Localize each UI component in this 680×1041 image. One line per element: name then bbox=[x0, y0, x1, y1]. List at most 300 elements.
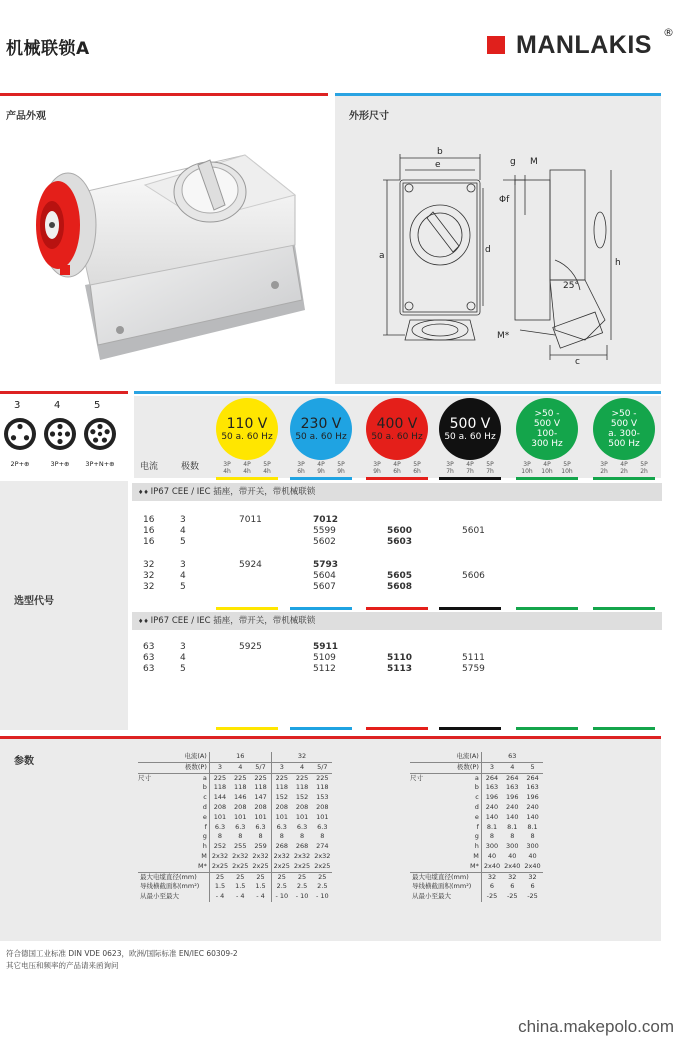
poles-value: 4 bbox=[292, 762, 312, 773]
dimension-value: 8.1 bbox=[481, 823, 502, 833]
current-header: 电流 bbox=[140, 462, 159, 472]
voltage-badge bbox=[216, 398, 278, 460]
dimension-value: 208 bbox=[295, 802, 309, 811]
voltage-color-bar bbox=[366, 607, 428, 610]
pole-count: 5P bbox=[640, 461, 648, 468]
voltage-color-bar bbox=[593, 607, 655, 610]
dimension-value: 208 bbox=[209, 803, 230, 813]
voltage-badge bbox=[366, 398, 428, 460]
pole-count: 3P bbox=[373, 461, 381, 468]
pole-count: 3P bbox=[523, 461, 531, 468]
dimension-value: 196 bbox=[506, 793, 519, 802]
current-header: 电流(A) bbox=[184, 752, 207, 760]
pole-count: 4P bbox=[620, 461, 628, 468]
dimension-value: 225 bbox=[209, 773, 230, 783]
dim-g: g bbox=[510, 157, 516, 167]
voltage-frequency: 50 a. 60 Hz bbox=[444, 431, 496, 442]
dimension-value: 300 bbox=[526, 842, 539, 851]
spec-value: 1.5 bbox=[255, 882, 266, 891]
voltage-color-bar bbox=[439, 727, 501, 730]
dimension-value: 264 bbox=[502, 773, 522, 783]
pin-hour-label bbox=[540, 461, 554, 475]
current-value: 32 bbox=[143, 582, 155, 592]
dimension-value: 101 bbox=[271, 813, 292, 823]
dimension-value: 2x25 bbox=[209, 862, 230, 872]
spec-value: - 10 bbox=[295, 892, 309, 901]
order-code: 5604 bbox=[313, 571, 336, 581]
params-label: 参数 bbox=[14, 756, 34, 767]
dimension-value: 274 bbox=[316, 842, 329, 851]
voltage-value: >50 - bbox=[534, 409, 560, 419]
spec-value: 6 bbox=[530, 882, 535, 891]
earth-position: 6h bbox=[297, 468, 305, 475]
order-code: 5599 bbox=[313, 526, 336, 536]
dimension-value: 118 bbox=[234, 783, 247, 792]
pole-count: 4P bbox=[543, 461, 551, 468]
poles-value: 4 bbox=[180, 571, 186, 581]
dimension-value: 6.3 bbox=[271, 823, 292, 833]
spec-value: 1.5 bbox=[235, 882, 246, 891]
order-code: 5606 bbox=[462, 571, 485, 581]
appearance-label: 产品外观 bbox=[6, 111, 46, 122]
dimension-value: 6.3 bbox=[255, 822, 266, 831]
dimension-value: 140 bbox=[526, 812, 539, 821]
dimension-value: 146 bbox=[234, 793, 247, 802]
pin-diagrams bbox=[0, 396, 128, 478]
poles-value: 5 bbox=[180, 537, 186, 547]
earth-position: 7h bbox=[466, 468, 474, 475]
voltage-color-bar bbox=[593, 727, 655, 730]
dimension-value: 8.1 bbox=[507, 822, 518, 831]
earth-position: 7h bbox=[486, 468, 494, 475]
voltage-value: >50 - bbox=[611, 409, 637, 419]
dimension-value: 264 bbox=[481, 773, 502, 783]
dimension-value: 264 bbox=[522, 773, 542, 783]
order-code: 5608 bbox=[387, 582, 413, 592]
dimension-value: 8 bbox=[238, 832, 243, 841]
spec-label: 从最小至最大 bbox=[140, 892, 179, 901]
size-label: 尺寸 bbox=[410, 773, 423, 782]
earth-position: 10h bbox=[541, 468, 553, 475]
voltage-badge bbox=[439, 398, 501, 460]
pole-count: 5P bbox=[413, 461, 421, 468]
dimension-value: 152 bbox=[295, 793, 309, 802]
socket-pin-icon bbox=[82, 416, 118, 452]
page-title: 机械联锁A bbox=[6, 39, 90, 59]
product-photo bbox=[30, 135, 320, 370]
spec-value: - 4 bbox=[256, 892, 265, 901]
dimension-value: 101 bbox=[295, 812, 309, 821]
current-value: 32 bbox=[143, 560, 155, 570]
poles-header: 极数(P) bbox=[410, 762, 481, 773]
voltage-badge bbox=[593, 398, 655, 460]
dimension-value: 252 bbox=[209, 842, 230, 852]
spec-value: - 4 bbox=[235, 892, 245, 901]
earth-position: 9h bbox=[337, 468, 345, 475]
dimension-value: 255 bbox=[234, 842, 247, 851]
dimension-value: 101 bbox=[209, 813, 230, 823]
dimension-value: 8 bbox=[258, 832, 263, 841]
dimension-key: M* bbox=[470, 861, 479, 870]
order-code: 5110 bbox=[387, 653, 413, 663]
voltage-value: 110 V bbox=[226, 415, 268, 432]
voltage-color-bar bbox=[366, 477, 428, 480]
pin-count-label: 4 bbox=[54, 400, 61, 411]
dimension-value: 8 bbox=[481, 832, 502, 842]
dimension-value: 2x32 bbox=[314, 851, 331, 860]
dimension-value: 225 bbox=[271, 773, 292, 783]
pin-hour-label bbox=[334, 461, 348, 475]
dimension-value: 118 bbox=[209, 783, 230, 793]
dimension-value: 2x40 bbox=[481, 862, 502, 872]
current-value: 63 bbox=[143, 653, 155, 663]
dimension-value: 208 bbox=[316, 802, 329, 811]
spec-value: 25 bbox=[312, 872, 332, 882]
dimension-value: 268 bbox=[295, 842, 309, 851]
earth-position: 9h bbox=[317, 468, 325, 475]
dimension-value: 144 bbox=[209, 793, 230, 803]
order-code: 5113 bbox=[387, 664, 413, 674]
dimension-value: 2x25 bbox=[271, 862, 292, 872]
order-code: 5607 bbox=[313, 582, 336, 592]
dimension-value: 208 bbox=[234, 802, 247, 811]
dimension-value: 240 bbox=[526, 802, 539, 811]
spec-value: 32 bbox=[502, 872, 522, 882]
pole-count: 3P bbox=[223, 461, 231, 468]
order-code: 7011 bbox=[239, 515, 262, 525]
spec-label: 导线横截面积(mm²) bbox=[412, 882, 472, 891]
spec-value: 32 bbox=[522, 872, 542, 882]
dim-c: c bbox=[575, 357, 580, 365]
order-code: 5924 bbox=[239, 560, 262, 570]
spec-value: 25 bbox=[230, 872, 250, 882]
dimension-key: g bbox=[202, 832, 207, 841]
spec-value: 1.5 bbox=[209, 882, 230, 892]
spec-value: 25 bbox=[250, 872, 271, 882]
pole-count: 5P bbox=[486, 461, 494, 468]
pin-hour-label bbox=[314, 461, 328, 475]
earth-position: 4h bbox=[223, 468, 231, 475]
dimension-value: 118 bbox=[271, 783, 292, 793]
order-code: 5600 bbox=[387, 526, 413, 536]
standard-note: 符合德国工业标准 DIN VDE 0623，欧洲/国际标准 EN/IEC 60309-2 bbox=[6, 949, 238, 958]
pin-hour-label bbox=[520, 461, 534, 475]
selection-divider-red bbox=[0, 391, 128, 394]
dimension-value: 8 bbox=[209, 832, 230, 842]
current-value: 63 bbox=[143, 664, 155, 674]
dimension-drawing bbox=[375, 140, 645, 365]
poles-value: 3 bbox=[271, 762, 292, 773]
spec-label: 导线横截面积(mm²) bbox=[140, 882, 200, 891]
dimension-value: 240 bbox=[506, 802, 519, 811]
current-value: 16 bbox=[143, 515, 155, 525]
dimension-key: h bbox=[202, 842, 207, 851]
spec-value: 6 bbox=[481, 882, 502, 892]
dim-d: d bbox=[485, 245, 491, 255]
spec-label: 最大电缆直径(mm) bbox=[138, 872, 209, 882]
pin-hour-label bbox=[637, 461, 651, 475]
selection-label: 选型代号 bbox=[14, 596, 54, 607]
dimension-value: 225 bbox=[250, 773, 271, 783]
dimension-value: 8 bbox=[510, 832, 515, 841]
dimension-key: f bbox=[204, 822, 207, 831]
pole-count: 5P bbox=[263, 461, 271, 468]
dimension-value: 2x25 bbox=[232, 861, 249, 870]
dimension-key: M bbox=[201, 851, 207, 860]
earth-position: 2h bbox=[600, 468, 608, 475]
dimension-value: 2x32 bbox=[293, 851, 311, 860]
dimension-key: c bbox=[203, 793, 207, 802]
dimension-key: g bbox=[474, 832, 479, 841]
pin-hour-label bbox=[560, 461, 574, 475]
pin-config-caption: 2P+⊕ bbox=[10, 460, 30, 468]
voltage-color-bar bbox=[439, 477, 501, 480]
pole-count: 4P bbox=[243, 461, 251, 468]
dimension-value: 2x32 bbox=[232, 851, 249, 860]
current-value: 16 bbox=[143, 537, 155, 547]
order-code: 5603 bbox=[387, 537, 413, 547]
order-code: 5911 bbox=[313, 642, 339, 652]
spec-label: 最大电缆直径(mm) bbox=[410, 872, 481, 882]
pin-hour-label bbox=[390, 461, 404, 475]
earth-position: 4h bbox=[243, 468, 251, 475]
pole-count: 3P bbox=[446, 461, 454, 468]
dim-h: h bbox=[615, 258, 621, 268]
voltage-color-bar bbox=[216, 607, 278, 610]
dim-m: M bbox=[530, 157, 538, 167]
pin-config-caption: 3P+N+⊕ bbox=[85, 460, 115, 468]
poles-value: 5 bbox=[180, 582, 186, 592]
dim-e: e bbox=[435, 160, 441, 170]
dimension-value: 140 bbox=[481, 813, 502, 823]
dimension-value: 118 bbox=[316, 783, 329, 792]
pole-count: 3P bbox=[600, 461, 608, 468]
order-code: 5759 bbox=[462, 664, 485, 674]
current-header: 电流(A) bbox=[456, 752, 479, 760]
ip-marker-icon: ♦♦ bbox=[138, 489, 151, 496]
spec-value: 2.5 bbox=[317, 882, 328, 891]
dim-phi-f: Φf bbox=[499, 195, 510, 205]
dimension-key: c bbox=[475, 793, 479, 802]
dimension-value: 118 bbox=[254, 783, 267, 792]
dimension-value: 225 bbox=[292, 773, 312, 783]
voltage-color-bar bbox=[516, 727, 578, 730]
voltage-frequency: 500 V 100- 300 Hz bbox=[531, 419, 563, 449]
poles-value: 4 bbox=[180, 653, 186, 663]
voltage-color-bar bbox=[366, 727, 428, 730]
order-code: 5605 bbox=[387, 571, 413, 581]
dimension-value: 101 bbox=[316, 812, 329, 821]
pin-config-caption: 3P+⊕ bbox=[50, 460, 70, 468]
pole-count: 5P bbox=[337, 461, 345, 468]
dimension-value: 40 bbox=[528, 851, 537, 860]
dimension-value: 40 bbox=[481, 852, 502, 862]
poles-value: 3 bbox=[180, 642, 186, 652]
pole-count: 4P bbox=[317, 461, 325, 468]
spec-value: 2.5 bbox=[271, 882, 292, 892]
dimension-value: 300 bbox=[506, 842, 519, 851]
dimension-value: 268 bbox=[271, 842, 292, 852]
dimension-value: 300 bbox=[481, 842, 502, 852]
poles-header: 极数 bbox=[181, 462, 200, 472]
dimension-value: 2x25 bbox=[293, 861, 311, 870]
dimension-value: 2x32 bbox=[252, 851, 269, 860]
current-value: 63 bbox=[481, 752, 542, 762]
dimension-value: 196 bbox=[526, 793, 539, 802]
voltage-frequency: 50 a. 60 Hz bbox=[371, 431, 423, 442]
dimension-value: 163 bbox=[481, 783, 502, 793]
selection-divider-blue bbox=[134, 391, 661, 394]
dimension-key: e bbox=[202, 812, 207, 821]
dimension-value: 2x40 bbox=[504, 861, 521, 870]
dimension-value: 140 bbox=[506, 812, 519, 821]
poles-value: 4 bbox=[230, 762, 250, 773]
spec-value: -25 bbox=[481, 892, 502, 902]
earth-position: 6h bbox=[413, 468, 421, 475]
current-value: 63 bbox=[143, 642, 155, 652]
group-title: IP67 CEE / IEC 插座，带开关，带机械联锁 bbox=[150, 616, 316, 626]
dimensions-label: 外形尺寸 bbox=[349, 111, 389, 122]
spec-value: 25 bbox=[209, 872, 230, 882]
current-value: 16 bbox=[209, 752, 271, 762]
voltage-frequency: 50 a. 60 Hz bbox=[295, 431, 347, 442]
earth-position: 9h bbox=[373, 468, 381, 475]
spec-value: 2.5 bbox=[296, 882, 308, 891]
pole-count: 5P bbox=[563, 461, 571, 468]
dim-a: a bbox=[379, 251, 385, 261]
order-code: 5601 bbox=[462, 526, 485, 536]
group-header-strip bbox=[132, 483, 662, 501]
voltage-color-bar bbox=[593, 477, 655, 480]
dim-b: b bbox=[437, 147, 443, 157]
dimension-value: 208 bbox=[271, 803, 292, 813]
earth-position: 10h bbox=[521, 468, 533, 475]
spec-value: 25 bbox=[292, 872, 312, 882]
poles-value: 3 bbox=[209, 762, 230, 773]
group-header-strip bbox=[132, 612, 662, 630]
dimension-value: 196 bbox=[481, 793, 502, 803]
voltage-color-bar bbox=[216, 727, 278, 730]
earth-position: 6h bbox=[393, 468, 401, 475]
order-code: 7012 bbox=[313, 515, 339, 525]
pin-count-label: 5 bbox=[94, 400, 101, 411]
earth-position: 2h bbox=[620, 468, 628, 475]
dimension-value: 2x25 bbox=[314, 861, 331, 870]
order-code: 5793 bbox=[313, 560, 339, 570]
pole-count: 4P bbox=[466, 461, 474, 468]
dimension-value: 240 bbox=[481, 803, 502, 813]
voltage-color-bar bbox=[290, 607, 352, 610]
poles-value: 5 bbox=[180, 664, 186, 674]
voltage-value: 230 V bbox=[300, 415, 342, 432]
pin-hour-label bbox=[410, 461, 424, 475]
group-title: IP67 CEE / IEC 插座，带开关，带机械联锁 bbox=[150, 487, 316, 497]
spec-label: 从最小至最大 bbox=[412, 892, 451, 901]
dimension-key: d bbox=[474, 802, 479, 811]
spec-value: 25 bbox=[271, 872, 292, 882]
poles-value: 3 bbox=[180, 560, 186, 570]
dimension-value: 8 bbox=[320, 832, 325, 841]
dimension-key bbox=[138, 773, 209, 783]
registered-mark: ® bbox=[663, 26, 674, 39]
pin-hour-label bbox=[260, 461, 274, 475]
dimension-key: a bbox=[474, 773, 479, 782]
socket-pin-icon bbox=[42, 416, 78, 452]
order-code: 5112 bbox=[313, 664, 336, 674]
dimension-key: M bbox=[473, 851, 479, 860]
pole-count: 3P bbox=[297, 461, 305, 468]
voltage-frequency: 50 a. 60 Hz bbox=[221, 431, 273, 442]
voltage-color-bar bbox=[290, 477, 352, 480]
dimension-value: 118 bbox=[295, 783, 309, 792]
watermark: china.makepolo.com bbox=[518, 1017, 674, 1036]
pin-hour-label bbox=[597, 461, 611, 475]
poles-header: 极数(P) bbox=[138, 762, 209, 773]
voltage-value: 500 V bbox=[449, 415, 491, 432]
dimension-value: 259 bbox=[254, 842, 267, 851]
dimension-value: 208 bbox=[254, 802, 267, 811]
dimension-key: M* bbox=[198, 861, 207, 870]
earth-position: 2h bbox=[640, 468, 648, 475]
pin-hour-label bbox=[463, 461, 477, 475]
param-table-16-32 bbox=[138, 752, 332, 902]
poles-value: 3 bbox=[481, 762, 502, 773]
spec-value: 6 bbox=[510, 882, 515, 891]
pin-hour-label bbox=[240, 461, 254, 475]
dim-m-star: M* bbox=[497, 331, 510, 341]
dimension-value: 8 bbox=[299, 832, 305, 841]
dimension-value: 6.3 bbox=[235, 822, 246, 831]
dimension-value: 2x32 bbox=[271, 852, 292, 862]
spec-value: - 10 bbox=[271, 892, 292, 902]
dimension-value: 152 bbox=[271, 793, 292, 803]
dimension-key: d bbox=[202, 802, 207, 811]
voltage-color-bar bbox=[439, 607, 501, 610]
dimension-value: 163 bbox=[506, 783, 519, 792]
brand-logo-square bbox=[487, 36, 505, 54]
dimension-key: e bbox=[474, 812, 479, 821]
voltage-value: 400 V bbox=[376, 415, 418, 432]
voltage-color-bar bbox=[216, 477, 278, 480]
dimension-value: 101 bbox=[234, 812, 247, 821]
size-label: 尺寸 bbox=[138, 773, 151, 782]
poles-value: 3 bbox=[180, 515, 186, 525]
order-code: 5602 bbox=[313, 537, 336, 547]
dimension-value: 2x25 bbox=[252, 861, 269, 870]
order-code: 5111 bbox=[462, 653, 485, 663]
dimension-value: 163 bbox=[526, 783, 539, 792]
spec-value: - 10 bbox=[315, 892, 329, 901]
socket-pin-icon bbox=[2, 416, 38, 452]
current-value: 32 bbox=[143, 571, 155, 581]
voltage-badge bbox=[290, 398, 352, 460]
voltage-color-bar bbox=[516, 477, 578, 480]
pin-hour-label bbox=[370, 461, 384, 475]
poles-value: 5/7 bbox=[312, 762, 332, 773]
poles-value: 4 bbox=[502, 762, 522, 773]
dimension-value: 147 bbox=[254, 793, 267, 802]
pin-hour-label bbox=[617, 461, 631, 475]
dimension-key: b bbox=[202, 783, 207, 792]
dimension-value: 153 bbox=[316, 793, 329, 802]
voltage-frequency: 500 V a. 300- 500 Hz bbox=[608, 419, 640, 449]
dimension-value: 8 bbox=[530, 832, 535, 841]
pin-count-label: 3 bbox=[14, 400, 21, 411]
ip-marker-icon: ♦♦ bbox=[138, 618, 151, 625]
dim-angle: 25° bbox=[563, 281, 579, 291]
inquiry-note: 其它电压和频率的产品请来函询问 bbox=[6, 961, 119, 970]
dimension-value: 8 bbox=[271, 832, 292, 842]
